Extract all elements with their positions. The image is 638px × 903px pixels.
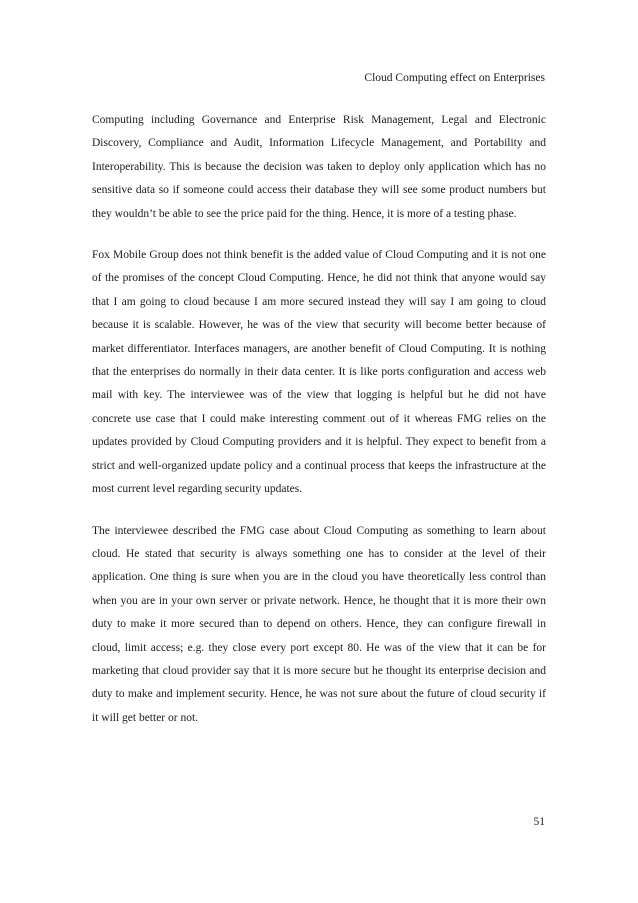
paragraph-1: Computing including Governance and Enterprise Risk Management, Legal and Electronic Discovery, Compliance and Audit, Information Lifecycle Management, and Portability and Interoperability. This is because the decision was taken to deploy only application which has no sensitive data so if someone could access their database they will see some product numbers but they wouldn’t be able to see the price paid for the thing. Hence, it is more of a testing phase. [92, 114, 546, 220]
body-text [92, 109, 546, 748]
paragraph-3: The interviewee described the FMG case about Cloud Computing as something to learn about cloud. He stated that security is always something one has to consider at the level of their application. One thing is sure when you are in the cloud you have theoretically less control than when you are in your own server or private network. Hence, he thought that it is more their own duty to make it more secured than to depend on others. Hence, they can configure firewall in cloud, limit access; e.g. they close every port except 80. He was of the view that it can be for marketing that cloud provider say that it is more secure but he thought its enterprise decision and duty to make and implement security. Hence, he was not sure about the future of cloud security if it will get better or not. [92, 524, 546, 724]
paragraph-2: Fox Mobile Group does not think benefit is the added value of Cloud Computing and it is not one of the promises of the concept Cloud Computing. Hence, he did not think that anyone would say that I am going to cloud because I am more secured instead they will say I am going to cloud because it is scalable. However, he was of the view that security will become better because of market differentiator. Interfaces managers, are another benefit of Cloud Computing. It is nothing that the enterprises do normally in their data center. It is like ports configuration and access web mail with key. The interviewee was of the view that logging is helpful but he did not have concrete use case that I could make interesting comment out of it whereas FMG relies on the updates provided by Cloud Computing providers and it is helpful. They expect to benefit from a strict and well-organized update policy and a continual process that keeps the infrastructure at the most current level regarding security updates. [92, 249, 546, 496]
page-number: 51 [533, 816, 545, 828]
running-header: Cloud Computing effect on Enterprises [364, 72, 545, 84]
